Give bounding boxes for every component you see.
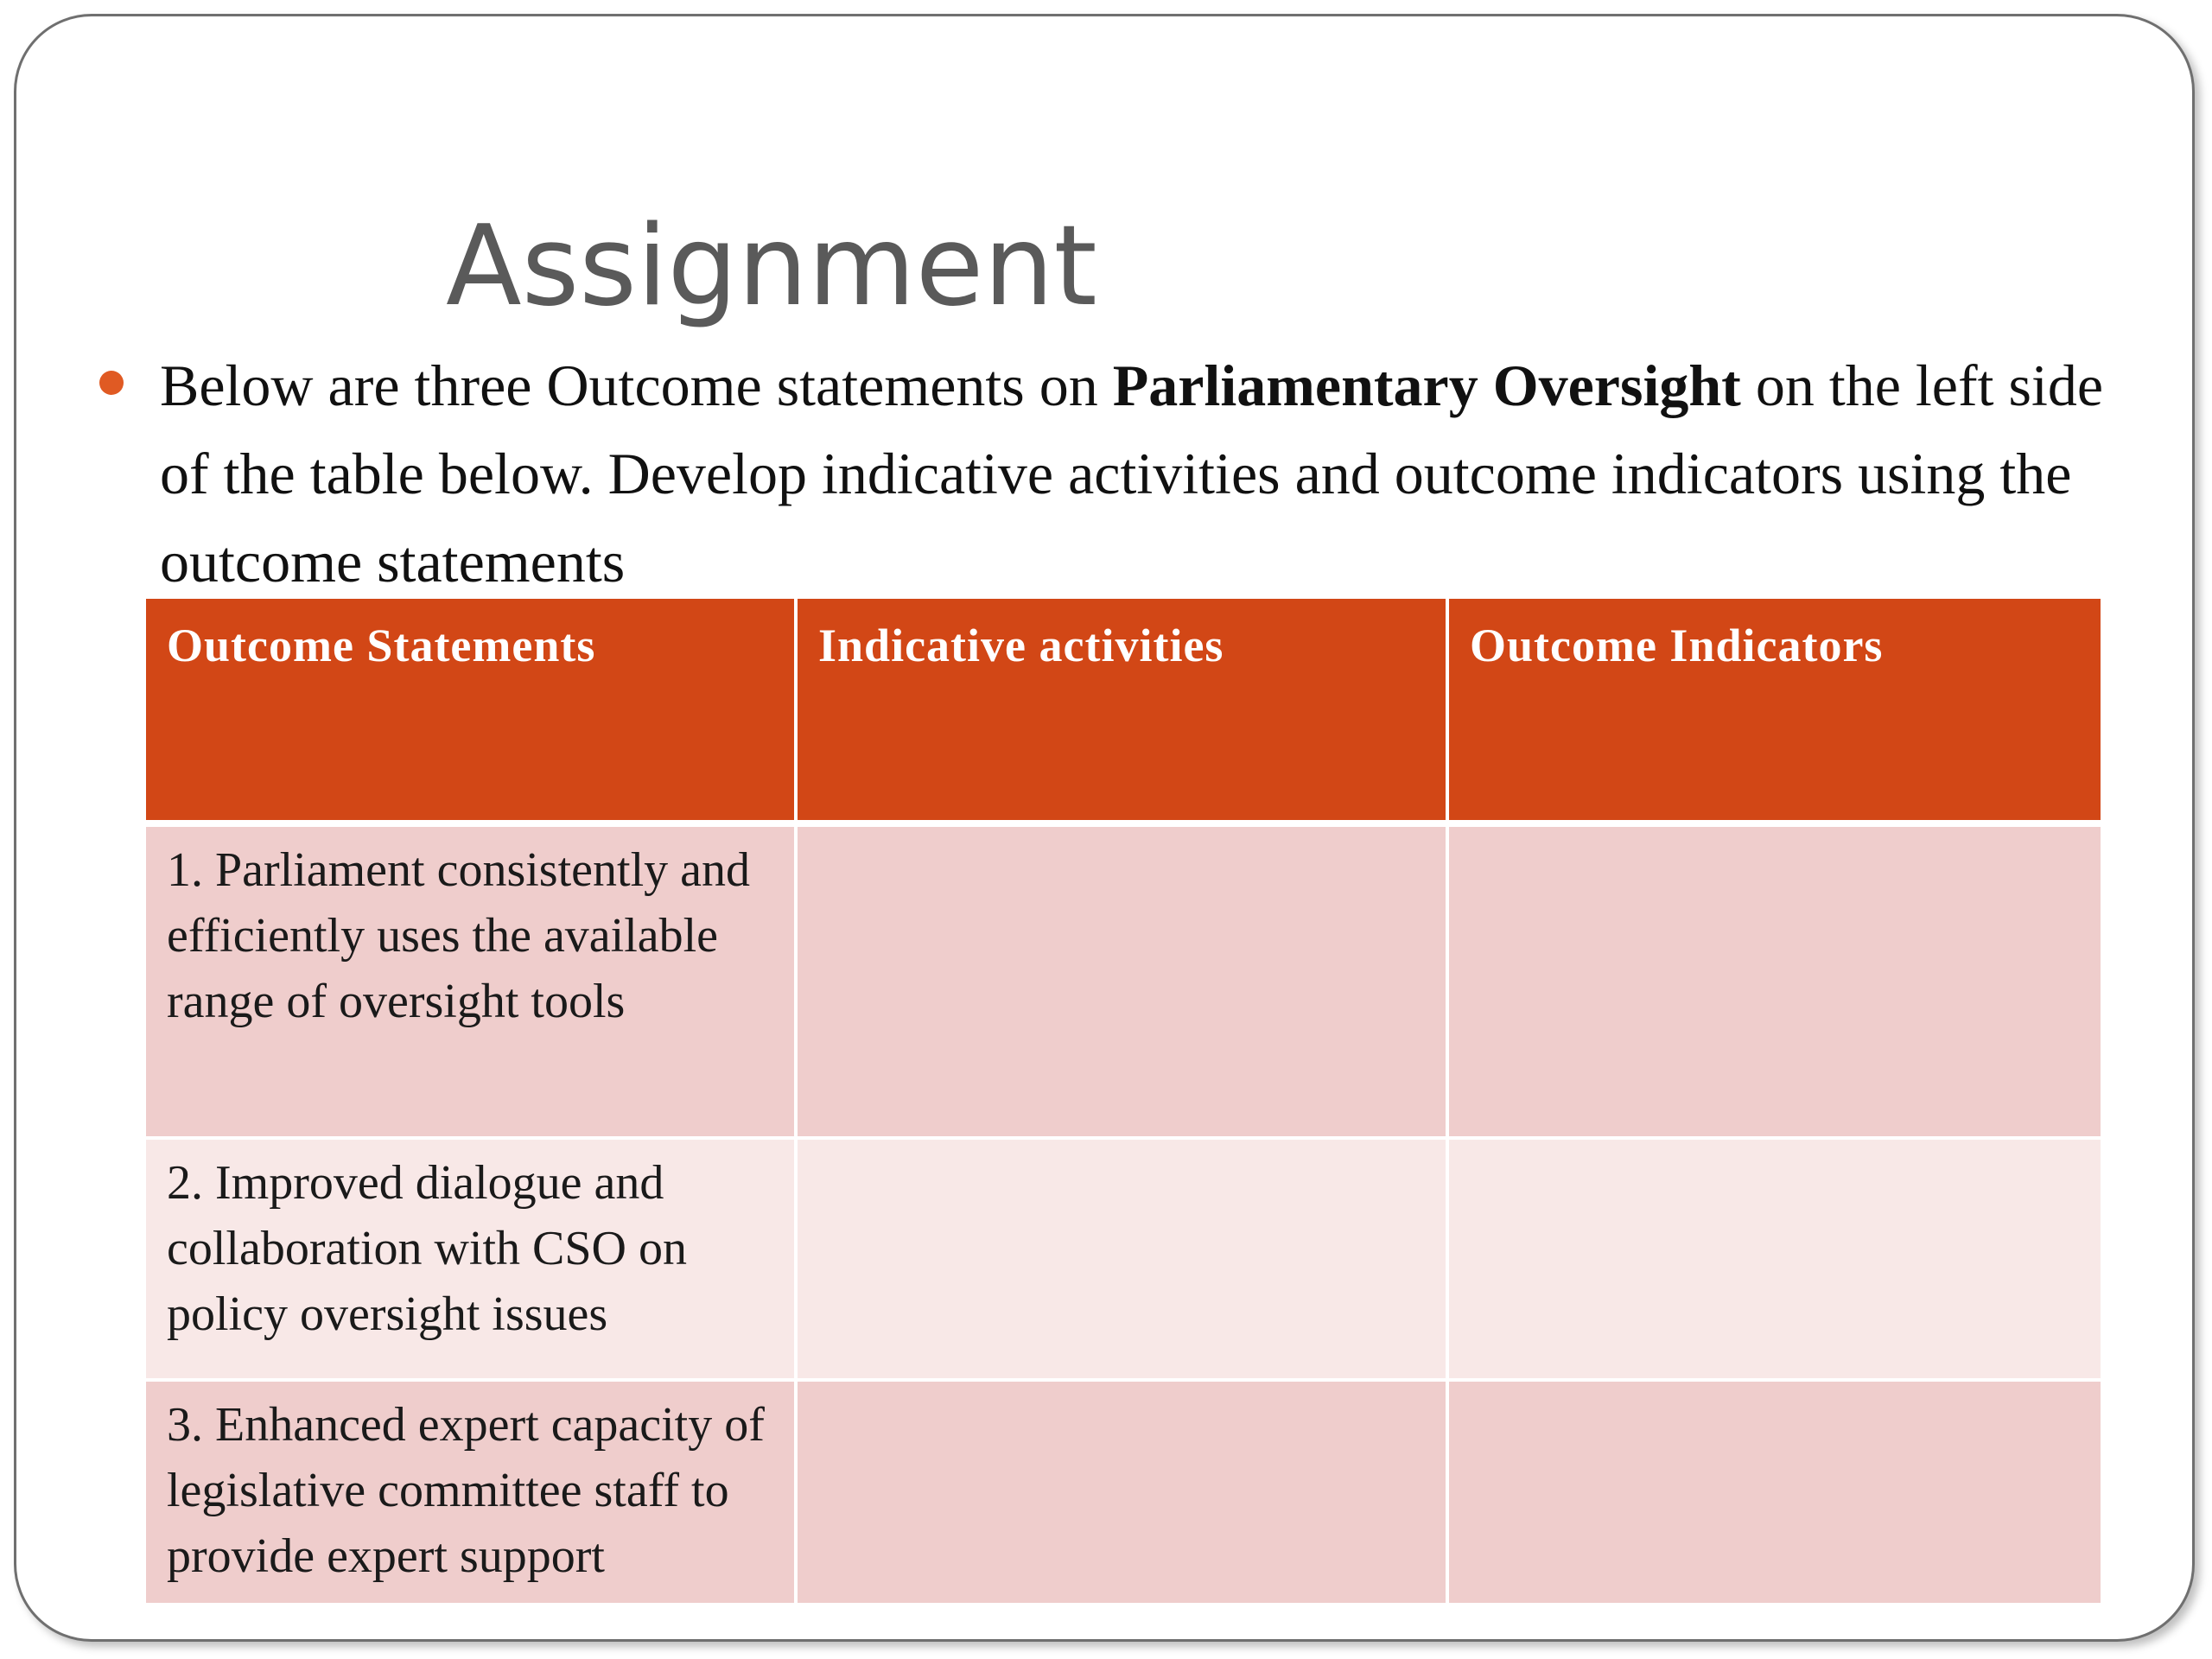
header-outcome-indicators: Outcome Indicators <box>1449 599 2101 820</box>
outcome-table <box>146 599 2101 1603</box>
table-cell-row2-activities <box>798 1140 1446 1378</box>
bullet-text-before: Below are three Outcome statements on <box>160 353 1113 418</box>
table-cell-row1-activities <box>798 827 1446 1136</box>
header-outcome-statements: Outcome Statements <box>146 599 794 820</box>
bullet-text-bold: Parliamentary Oversight <box>1112 353 1741 418</box>
table-cell-row3-indicators <box>1449 1382 2101 1603</box>
header-indicative-activities: Indicative activities <box>798 599 1446 820</box>
table-cell-row3-activities <box>798 1382 1446 1603</box>
slide-title: Assignment <box>446 202 1097 331</box>
table-cell-row1-indicators <box>1449 827 2101 1136</box>
table-cell-row2-statement: 2. Improved dialogue and collaboration with CSO on policy oversight issues <box>146 1140 794 1378</box>
bullet-text-after: on the left side of the table below. Develop indicative activities and outcome indicators using the outcome statements <box>160 353 2104 594</box>
bullet-dot-icon <box>99 371 124 395</box>
table-cell-row3-statement: 3. Enhanced expert capacity of legislative committee staff to provide expert support <box>146 1382 794 1603</box>
table-cell-row2-indicators <box>1449 1140 2101 1378</box>
table-cell-row1-statement: 1. Parliament consistently and efficiently uses the available range of oversight tools <box>146 827 794 1136</box>
slide <box>14 14 2195 1642</box>
bullet-text <box>160 341 2139 606</box>
